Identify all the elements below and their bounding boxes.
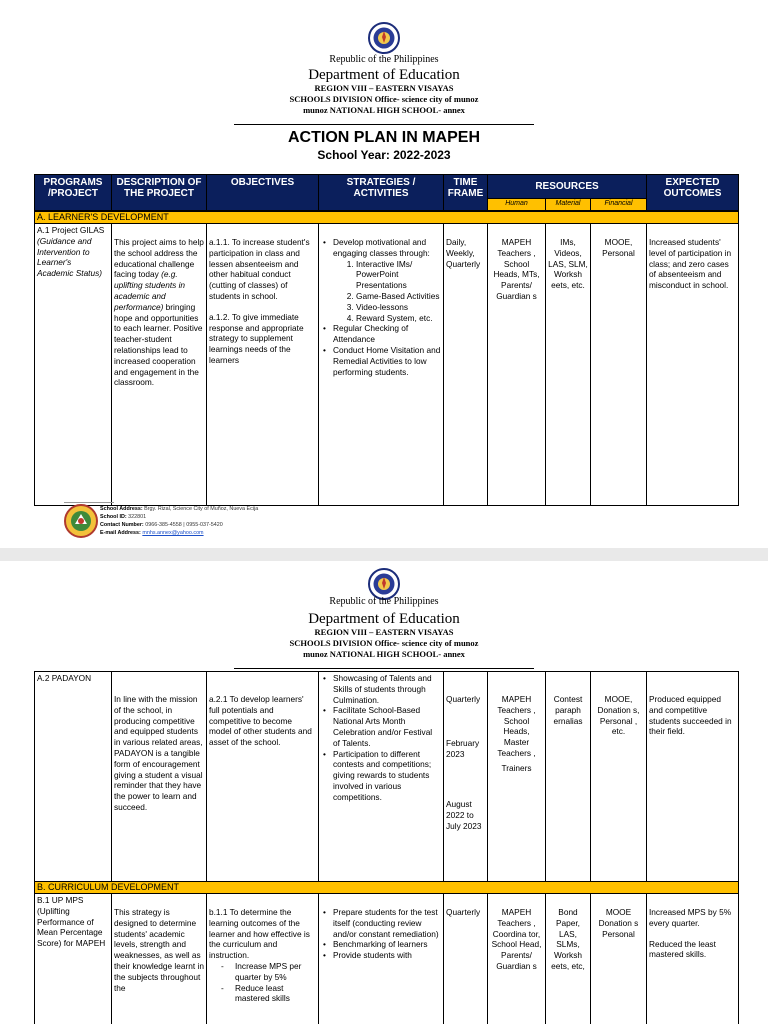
header-school: munoz NATIONAL HIGH SCHOOL- annex <box>303 649 465 659</box>
a2-financial-resources: MOOE, Donation s, Personal , etc. <box>590 671 647 882</box>
school-logo-icon <box>64 504 98 538</box>
a1-desc-italic: (e.g. uplifting students in academic and performance) <box>114 269 186 312</box>
header-division: SCHOOLS DIVISION Office- science city of munoz <box>289 638 479 648</box>
footer-email-label: E-mail Address: <box>100 530 141 536</box>
a1-time-frame: Daily, Weekly, Quarterly <box>443 223 488 506</box>
a2-time-2: February 2023 <box>446 737 480 759</box>
col-header-material: Material <box>545 198 591 211</box>
col-header-financial: Financial <box>590 198 647 211</box>
col-header-outcomes: EXPECTED OUTCOMES <box>646 174 739 211</box>
a1-objectives-cell <box>206 223 319 506</box>
header-region: REGION VIII – EASTERN VISAYAS <box>314 83 454 93</box>
a2-material-resources: Contest paraph ernalias <box>545 671 591 882</box>
a2-time-1: Quarterly <box>446 694 481 704</box>
a2-human-1: MAPEH Teachers , School Heads, Master Teachers , <box>497 694 536 758</box>
b1-material-resources: Bond Paper, LAS, SLMs, Worksh eets, etc, <box>545 893 591 1024</box>
header-republic: Republic of the Philippines <box>329 596 439 607</box>
col-header-time-frame: TIME FRAME <box>443 174 488 211</box>
a1-description-cell <box>111 223 207 506</box>
header-department: Department of Education <box>308 67 460 83</box>
footer-id: 322801 <box>128 514 147 520</box>
b1-financial-resources: MOOE Donation s Personal <box>590 893 647 1024</box>
header-region: REGION VIII – EASTERN VISAYAS <box>314 627 454 637</box>
list-item: • Facilitate School-Based National Arts Month Celebration and/or Festival of Talents. <box>321 705 441 748</box>
list-item: • Prepare students for the test itself (conducting review and/or constant remediation) <box>321 907 441 939</box>
col-header-objectives: OBJECTIVES <box>206 174 319 211</box>
a1-desc-text: This project aims to help the school address the educational challenge facing today <box>114 237 204 280</box>
deped-seal-icon <box>368 22 400 54</box>
page-title: ACTION PLAN IN MAPEH <box>288 129 480 146</box>
a1-objective-2: a.1.2. To give immediate response and appropriate strategy to supplement learnings needs of the learners <box>209 311 304 365</box>
footer-address: Brgy. Rizal, Science City of Muñoz, Nueva Ecija <box>144 506 259 512</box>
a2-objective: a.2.1 To develop learners' full potentials and competitive to become model of other students and asset of the school. <box>206 671 319 882</box>
list-item: 1. Interactive IMs/ PowerPoint Presentations <box>356 259 441 291</box>
list-item: - Reduce least mastered skills <box>219 983 316 1005</box>
school-year: School Year: 2022-2023 <box>317 148 451 162</box>
list-item: • Showcasing of Talents and Skills of students through Culmination. <box>321 673 441 705</box>
list-item: • Provide students with <box>321 950 441 961</box>
a2-strategy-list <box>321 673 441 803</box>
a1-program-name: A.1 Project GILAS <box>37 225 105 235</box>
b1-outcomes-cell <box>646 893 739 1024</box>
footer-id-label: School ID: <box>100 514 127 520</box>
b1-objective: b.1.1 To determine the learning outcomes of the learner and how effective is the curriculum and instruction. <box>209 907 310 961</box>
a1-strategy-list <box>321 237 441 377</box>
b1-outcome-2: Reduced the least mastered skills. <box>649 938 716 960</box>
list-item: 3. Video-lessons <box>356 302 441 313</box>
b1-program: B.1 UP MPS (Uplifting Performance of Mean Percentage Score) for MAPEH <box>34 893 112 1024</box>
col-header-programs: PROGRAMS /PROJECT <box>34 174 112 211</box>
list-item: - Increase MPS per quarter by 5% <box>219 961 316 983</box>
a1-financial-resources: MOOE, Personal <box>590 223 647 506</box>
a2-time-frame-cell <box>443 671 488 882</box>
a2-human-resources-cell <box>487 671 546 882</box>
b1-objective-list <box>209 961 316 1004</box>
a1-strategy-3: • Conduct Home Visitation and Remedial Activities to low performing students. <box>321 345 441 377</box>
a2-strategies-cell <box>318 671 444 882</box>
b1-outcome-1: Increased MPS by 5% every quarter. <box>649 907 732 928</box>
a1-strategy-item <box>321 237 441 323</box>
a1-expected-outcome: Increased students' level of participation in class; and zero cases of absenteeism and misconduct in school. <box>646 223 739 506</box>
a1-strategy-2: • Regular Checking of Attendance <box>321 323 441 345</box>
a2-human-2: Trainers <box>501 762 532 773</box>
header-rule <box>234 668 534 669</box>
col-header-description: DESCRIPTION OF THE PROJECT <box>111 174 207 211</box>
a1-strategies-cell <box>318 223 444 506</box>
header-rule <box>234 124 534 125</box>
a1-strategy-1: Develop motivational and engaging classes through: <box>333 237 430 258</box>
a1-material-resources: IMs, Videos, LAS, SLM, Worksh eets, etc. <box>545 223 591 506</box>
footer-contact-label: Contact Number: <box>100 522 144 528</box>
footer-contact <box>100 505 258 537</box>
b1-time-frame: Quarterly <box>443 893 488 1024</box>
a2-expected-outcome: Produced equipped and competitive students succeeded in their field. <box>646 671 739 882</box>
a2-description: In line with the mission of the school, in producing competitive and equipped students in various related areas, PADAYON is a tangible form of encouragement giving a student a visual reminder that they have the power to learn and succeed. <box>111 671 207 882</box>
a1-strategy-sublist <box>345 259 441 324</box>
b1-strategies-cell <box>318 893 444 1024</box>
list-item: • Benchmarking of learners <box>321 939 441 950</box>
list-item: 2. Game-Based Activities <box>356 291 441 302</box>
list-item: • Participation to different contests and competitions; giving rewards to students involved in various competitions. <box>321 749 441 803</box>
b1-description: This strategy is designed to determine students' academic levels, strength and weaknesses, as well as their knowledge learnt in the subjects throughout the <box>111 893 207 1024</box>
footer-address-label: School Address: <box>100 506 143 512</box>
a1-human-resources: MAPEH Teachers , School Heads, MTs, Parents/ Guardian s <box>487 223 546 506</box>
a1-desc-text-2: bringing hope and opportunities to each learner. Positive teacher-student relationships lead to increased cooperation and engagement in the classroom. <box>114 301 203 388</box>
section-curriculum-development: B. CURRICULUM DEVELOPMENT <box>34 881 739 894</box>
footer-rule <box>64 502 114 503</box>
header-republic: Republic of the Philippines <box>329 54 439 65</box>
a1-program-cell <box>34 223 112 506</box>
a2-time-3: August 2022 to July 2023 <box>446 799 482 831</box>
b1-objectives-cell <box>206 893 319 1024</box>
header-school: munoz NATIONAL HIGH SCHOOL- annex <box>303 105 465 115</box>
a1-objective-1: a.1.1. To increase student's participation in class and lessen absenteeism and other habitual conduct (cutting of classes) of students in school. <box>209 237 310 301</box>
col-header-resources: RESOURCES <box>487 174 647 199</box>
header-department: Department of Education <box>308 611 460 627</box>
a2-program: A.2 PADAYON <box>34 671 112 882</box>
document-page-2 <box>0 561 768 1024</box>
section-learners-development: A. LEARNER'S DEVELOPMENT <box>34 211 739 224</box>
col-header-human: Human <box>487 198 546 211</box>
b1-human-resources: MAPEH Teachers , Coordina tor, School Head, Parents/ Guardian s <box>487 893 546 1024</box>
footer-contact-number: 0966-385-4558 | 0955-037-5420 <box>145 522 223 528</box>
header-division: SCHOOLS DIVISION Office- science city of munoz <box>289 94 479 104</box>
list-item: 4. Reward System, etc. <box>356 313 441 324</box>
a1-program-sub: (Guidance and Intervention to Learner's Academic Status) <box>37 235 103 279</box>
footer-email-link[interactable]: mnhs.annex@yahoo.com <box>142 530 204 536</box>
col-header-strategies: STRATEGIES / ACTIVITIES <box>318 174 444 211</box>
b1-strategy-list <box>321 907 441 961</box>
